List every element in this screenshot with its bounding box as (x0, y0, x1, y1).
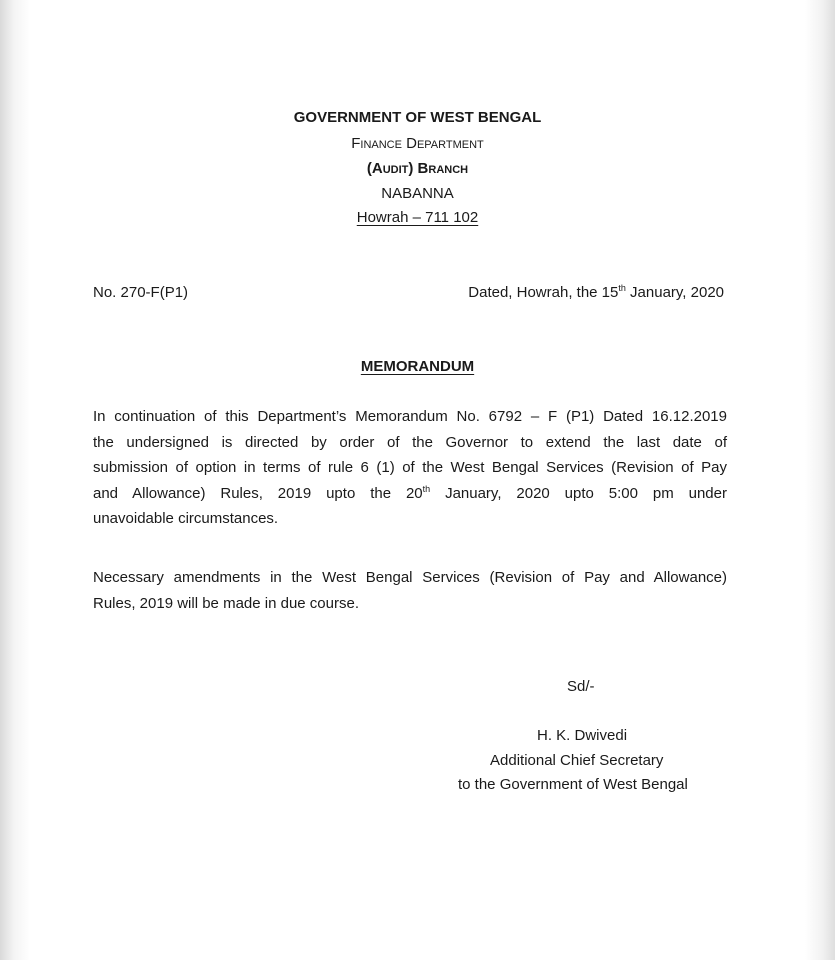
header-address-wrap (0, 209, 835, 227)
paragraph-2-line-2: Rules, 2019 will be made in due course. (93, 594, 359, 612)
memo-date-prefix: Dated, Howrah, the 15 (468, 284, 619, 301)
paragraph-2-line-1: Necessary amendments in the West Bengal Services (Revision of Pay and Allowance) (93, 569, 727, 586)
signatory-organisation: to the Government of West Bengal (458, 776, 688, 793)
memo-number: No. 270-F(P1) (93, 284, 189, 301)
paragraph-1-line-1: In continuation of this Department’s Memorandum No. 6792 – F (P1) Dated 16.12.2019 (93, 408, 727, 425)
paragraph-1-line-4-sup: th (422, 483, 431, 494)
memo-title: MEMORANDUM (360, 358, 475, 375)
memo-date-sup: th (618, 283, 626, 293)
memo-date (468, 284, 724, 302)
header-branch: (Audit) Branch (366, 160, 469, 177)
signature-sd: Sd/- (567, 678, 595, 695)
header-address: Howrah – 711 102 (356, 209, 479, 226)
paragraph-1-line-2: the undersigned is directed by order of the Governor to extend the last date of (93, 433, 727, 451)
signatory-designation: Additional Chief Secretary (490, 752, 664, 769)
memo-date-suffix: January, 2020 (625, 284, 724, 301)
paragraph-2 (93, 565, 727, 616)
paragraph-1-line-3: submission of option in terms of rule 6 (1) of the West Bengal Services (Revision of Pay (93, 459, 727, 476)
paragraph-1-line-5: unavoidable circumstances. (93, 510, 279, 527)
header-department: Finance Department (351, 135, 484, 152)
header-building: NABANNA (381, 185, 454, 202)
signatory-name: H. K. Dwivedi (537, 727, 628, 744)
paragraph-1-line-4 (93, 481, 727, 507)
header-government: GOVERNMENT OF WEST BENGAL (293, 109, 542, 126)
paragraph-1-line-4-a: and Allowance) Rules, 2019 upto the 20 (93, 484, 423, 502)
paragraph-1 (93, 404, 727, 532)
paragraph-1-line-4-b: January, 2020 upto 5:00 pm under (430, 484, 727, 502)
